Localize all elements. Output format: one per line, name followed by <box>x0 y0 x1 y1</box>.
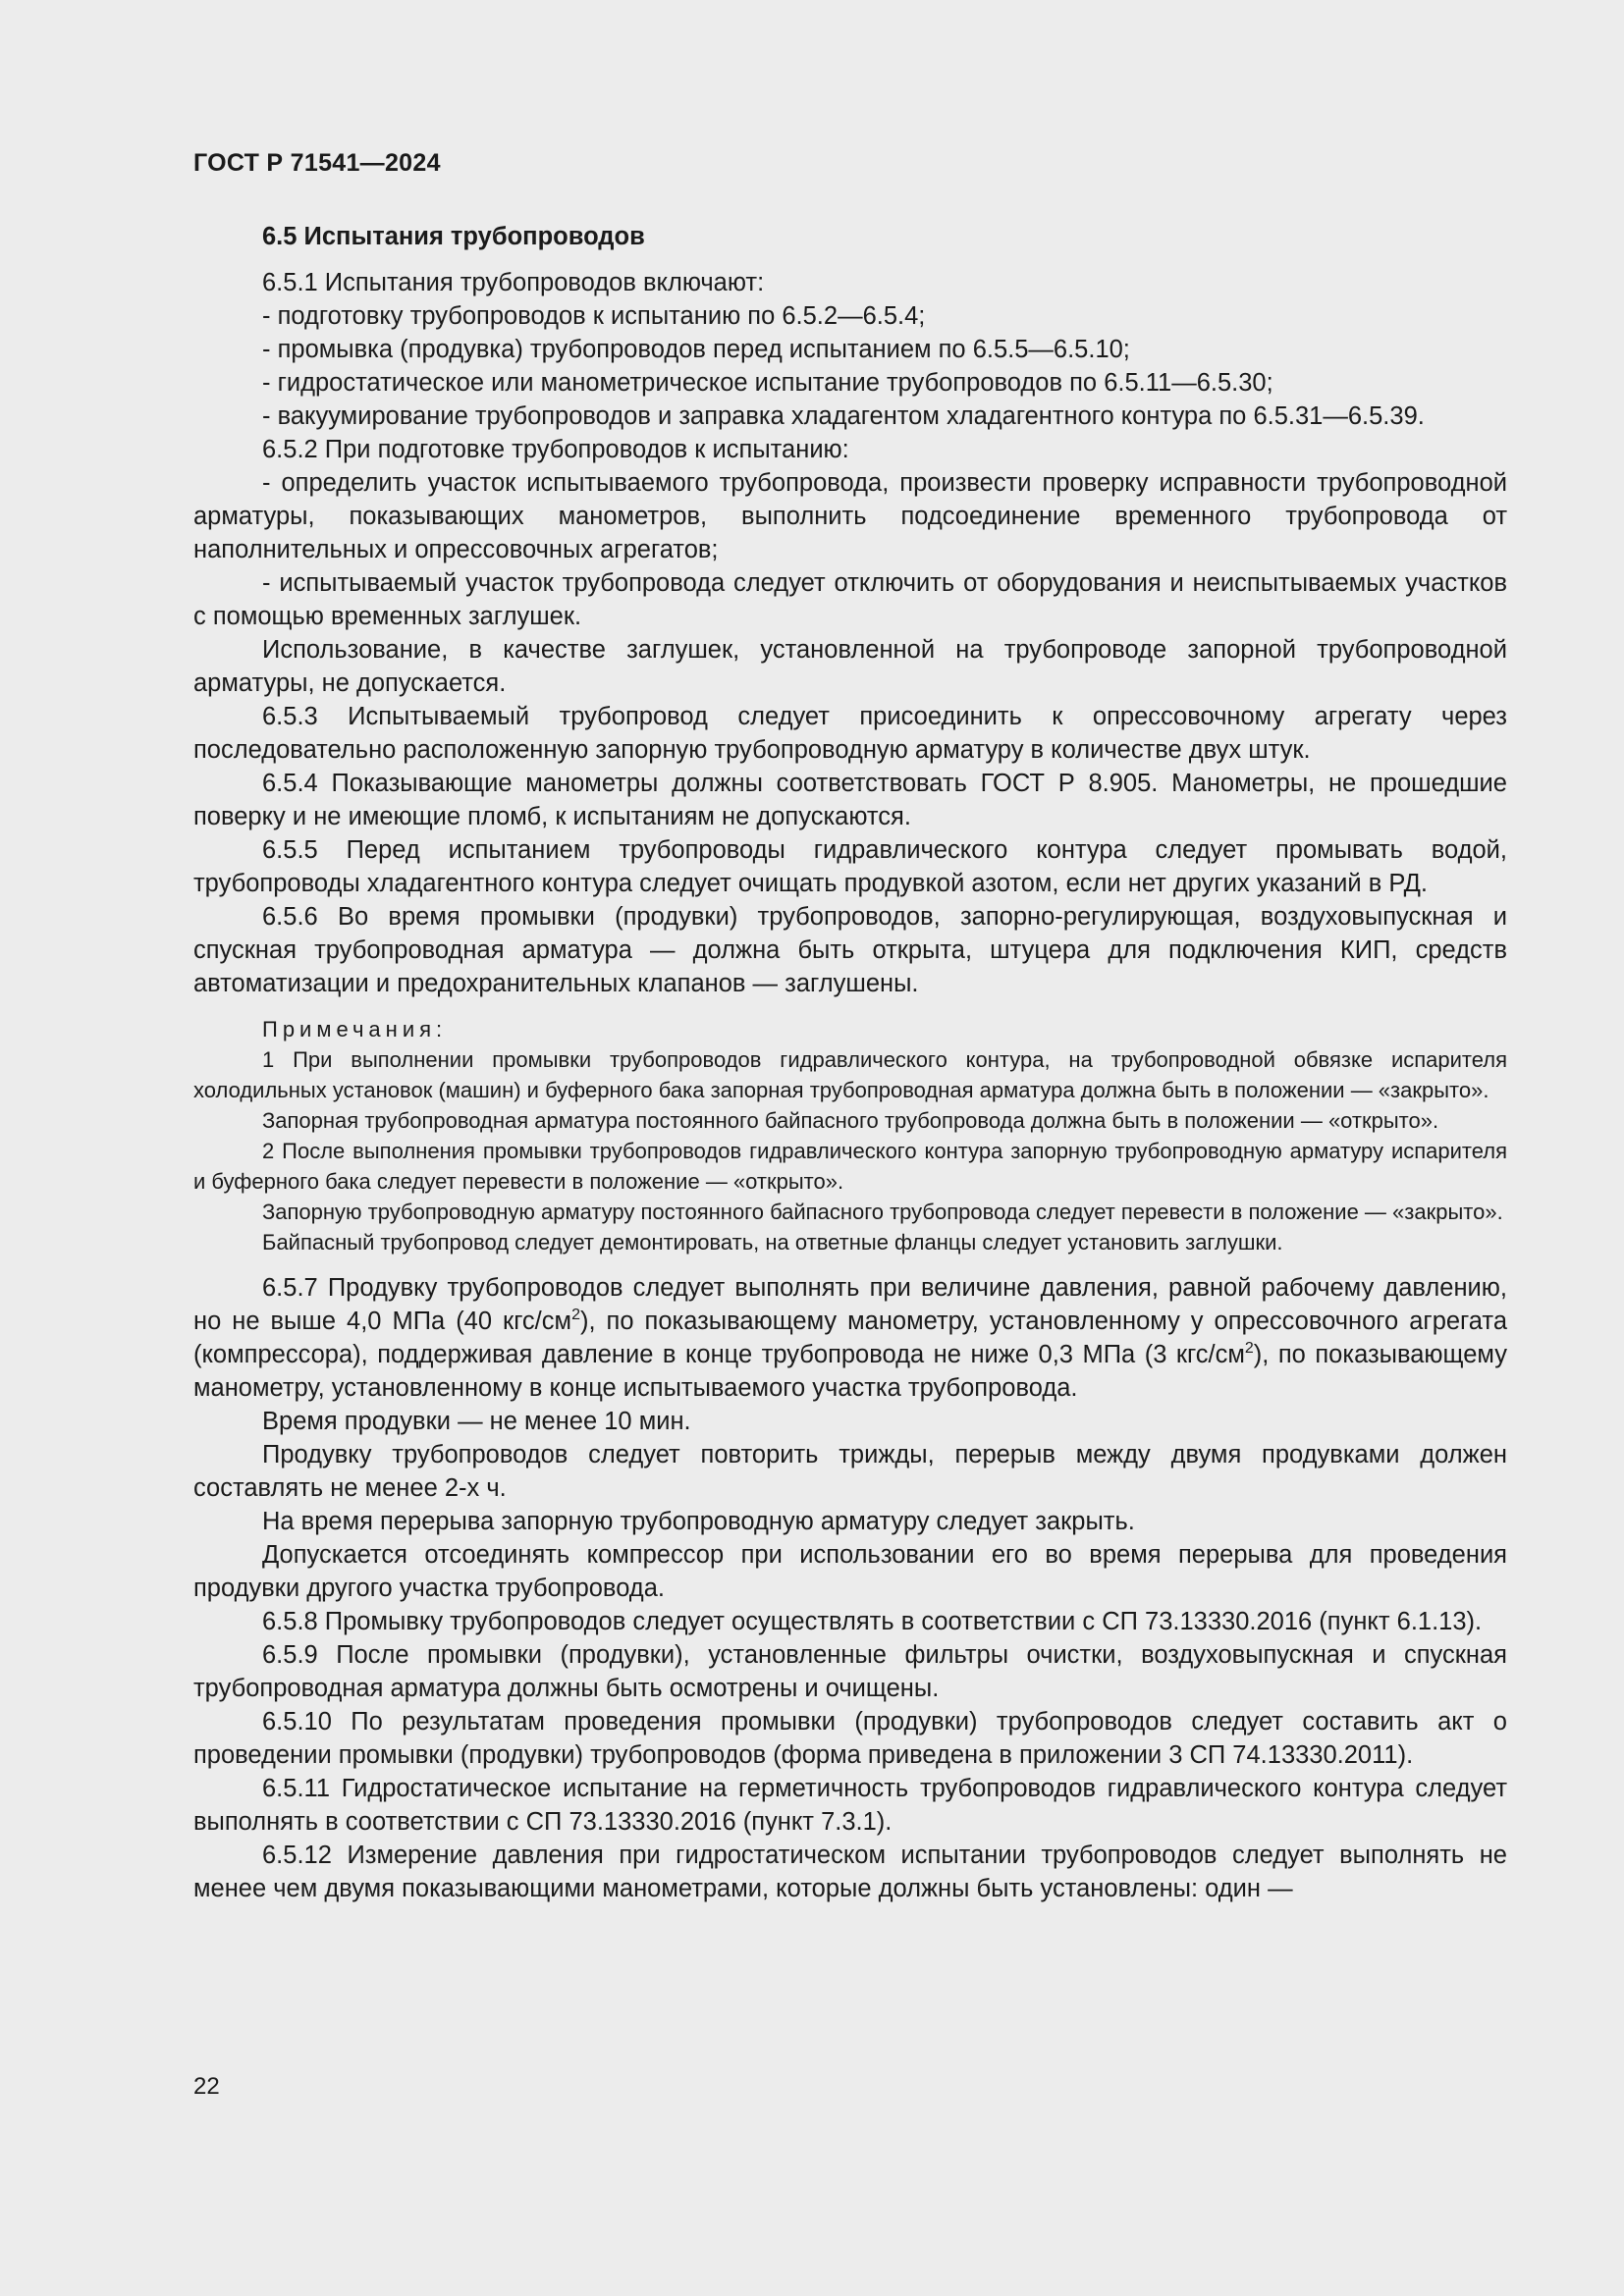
list-item: - вакуумирование трубопроводов и заправка хладагентом хладагентного контура по 6.5.31—6.5.39. <box>262 402 1425 430</box>
text-span: ), по показывающему манометру, установленному у опрессовочного агрегата (компрессора), поддерживая давление в конце трубопровода не ниже 0,3 МПа (3 кгс/см <box>193 1308 1507 1368</box>
paragraph: Использование, в качестве заглушек, установленной на трубопроводе запорной трубопроводной арматуры, не допускается. <box>193 636 1507 697</box>
paragraph: 6.5.12 Измерение давления при гидростатическом испытании трубопроводов следует выполнять не менее чем двумя показывающими манометрами, которые должны быть установлены: один — <box>193 1842 1507 1902</box>
list-item: - подготовку трубопроводов к испытанию по 6.5.2—6.5.4; <box>262 302 926 330</box>
paragraph: 6.5.8 Промывку трубопроводов следует осуществлять в соответствии с СП 73.13330.2016 (пункт 6.1.13). <box>262 1608 1483 1635</box>
section-title: 6.5 Испытания трубопроводов <box>262 223 645 250</box>
text-span: 6.5.7 Продувку трубопроводов следует выполнять при величине давления, равной рабочему давлению, но не выше 4,0 МПа (40 кгс/см <box>193 1274 1507 1335</box>
paragraph: 6.5.1 Испытания трубопроводов включают: <box>262 269 765 296</box>
notes-title: Примечания: <box>262 1017 448 1041</box>
page-number: 22 <box>193 2073 220 2100</box>
notes-block <box>193 1014 1507 1257</box>
paragraph: 6.5.4 Показывающие манометры должны соответствовать ГОСТ Р 8.905. Манометры, не прошедшие поверку и не имеющие пломб, к испытаниям не допускаются. <box>193 770 1507 830</box>
paragraph: 6.5.9 После промывки (продувки), установленные фильтры очистки, воздуховыпускная и спускная трубопроводная арматура должны быть осмотрены и очищены. <box>193 1641 1507 1702</box>
note-item: Запорная трубопроводная арматура постоянного байпасного трубопровода должна быть в положении — «открыто». <box>262 1108 1439 1133</box>
list-item: - определить участок испытываемого трубопровода, произвести проверку исправности трубопроводной арматуры, показывающих манометров, выполнить подсоединение временного трубопровода от наполнительных и опрессовочных агрегатов; <box>193 469 1507 563</box>
paragraph: 6.5.5 Перед испытанием трубопроводы гидравлического контура следует промывать водой, трубопроводы хладагентного контура следует очищать продувкой азотом, если нет других указаний в РД. <box>193 836 1507 897</box>
note-item: 2 После выполнения промывки трубопроводов гидравлического контура запорную трубопроводную арматуру испарителя и буферного бака следует перевести в положение — «открыто». <box>193 1139 1507 1194</box>
paragraph: 6.5.3 Испытываемый трубопровод следует присоединить к опрессовочному агрегату через последовательно расположенную запорную трубопроводную арматуру в количестве двух штук. <box>193 703 1507 764</box>
paragraph: 6.5.11 Гидростатическое испытание на герметичность трубопроводов гидравлического контура следует выполнять в соответствии с СП 73.13330.2016 (пункт 7.3.1). <box>193 1775 1507 1836</box>
text-span: ), по показывающему манометру, установленному в конце испытываемого участка трубопровода. <box>193 1341 1507 1402</box>
paragraph-6-5-7 <box>193 1271 1507 1405</box>
paragraph: Допускается отсоединять компрессор при использовании его во время перерыва для проведения продувки другого участка трубопровода. <box>193 1541 1507 1602</box>
paragraph: На время перерыва запорную трубопроводную арматуру следует закрыть. <box>262 1508 1135 1535</box>
document-body <box>193 220 1507 1905</box>
superscript: 2 <box>1244 1340 1254 1357</box>
note-item: 1 При выполнении промывки трубопроводов гидравлического контура, на трубопроводной обвязке испарителя холодильных установок (машин) и буферного бака запорная трубопроводная арматура должна быть в положении — «закрыто». <box>193 1047 1507 1102</box>
paragraph: Время продувки — не менее 10 мин. <box>262 1408 691 1435</box>
list-item: - гидростатическое или манометрическое испытание трубопроводов по 6.5.11—6.5.30; <box>262 369 1273 397</box>
list-item: - промывка (продувка) трубопроводов перед испытанием по 6.5.5—6.5.10; <box>262 336 1130 363</box>
note-item: Байпасный трубопровод следует демонтировать, на ответные фланцы следует установить заглушки. <box>262 1230 1283 1255</box>
superscript: 2 <box>571 1307 580 1323</box>
document-header: ГОСТ Р 71541—2024 <box>193 149 441 177</box>
note-item: Запорную трубопроводную арматуру постоянного байпасного трубопровода следует перевести в положение — «закрыто». <box>262 1200 1503 1224</box>
paragraph: 6.5.10 По результатам проведения промывки (продувки) трубопроводов следует составить акт о проведении промывки (продувки) трубопроводов (форма приведена в приложении 3 СП 74.13330.2011). <box>193 1708 1507 1769</box>
list-item: - испытываемый участок трубопровода следует отключить от оборудования и неиспытываемых участков с помощью временных заглушек. <box>193 569 1507 630</box>
paragraph: 6.5.6 Во время промывки (продувки) трубопроводов, запорно-регулирующая, воздуховыпускная и спускная трубопроводная арматура — должна быть открыта, штуцера для подключения КИП, средств автоматизации и предохранительных клапанов — заглушены. <box>193 903 1507 997</box>
paragraph: 6.5.2 При подготовке трубопроводов к испытанию: <box>262 436 849 463</box>
paragraph: Продувку трубопроводов следует повторить трижды, перерыв между двумя продувками должен составлять не менее 2-х ч. <box>193 1441 1507 1502</box>
